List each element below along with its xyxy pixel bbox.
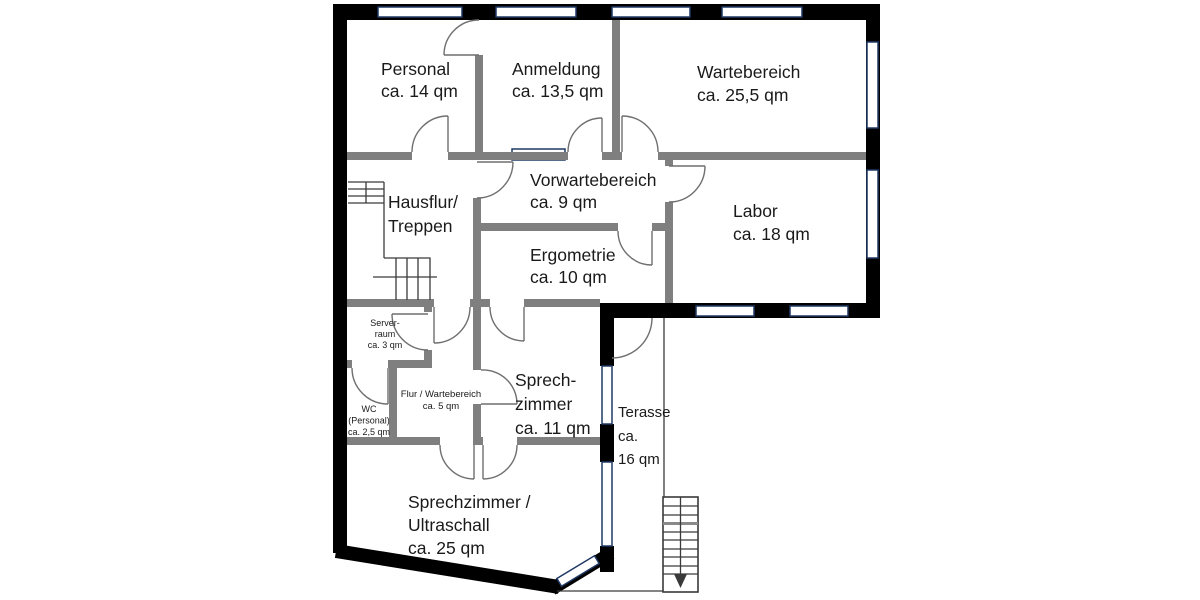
- room-label-ergometrie: [530, 245, 616, 287]
- window: [867, 170, 878, 258]
- wall-terrace-side: [600, 424, 614, 462]
- room-area: ca. 10 qm: [530, 267, 607, 287]
- room-area: ca. 25 qm: [408, 538, 485, 558]
- room-name: Terasse: [618, 404, 671, 421]
- window: [496, 7, 576, 17]
- room-name: Sprech-: [515, 370, 577, 390]
- door-vorwartebereich: [477, 162, 513, 198]
- room-area: ca. 14 qm: [381, 81, 458, 101]
- window: [612, 7, 690, 17]
- room-area: ca. 13,5 qm: [512, 81, 604, 101]
- door-personal-top: [444, 20, 479, 55]
- room-name: Ergometrie: [530, 245, 616, 265]
- door-ergometrie: [618, 231, 652, 265]
- room-name: Treppen: [388, 216, 453, 236]
- room-label-hausflur: [388, 192, 458, 236]
- door-ultraschall-left: [440, 445, 474, 479]
- room-label-personal: [381, 59, 458, 101]
- room-label-flur: [401, 389, 481, 412]
- door-flur: [434, 307, 470, 343]
- room-name: Labor: [733, 201, 778, 221]
- room-area: ca. 11 qm: [515, 418, 591, 438]
- window: [602, 366, 612, 424]
- door-wc: [352, 368, 388, 404]
- room-label-anmeldung: [512, 59, 603, 101]
- room-area: ca. 9 qm: [530, 192, 598, 212]
- room-name: WC: [361, 404, 377, 414]
- exterior-stairs-icon: [663, 497, 698, 592]
- window: [790, 306, 848, 316]
- door-sprechzimmer-left: [481, 370, 517, 404]
- door-anmeldung: [568, 118, 602, 152]
- window: [722, 7, 802, 17]
- room-name: Flur / Wartebereich: [400, 389, 482, 400]
- window: [696, 306, 754, 316]
- room-name: raum: [374, 329, 396, 339]
- room-label-serverraum: [368, 318, 403, 350]
- room-area: ca. 18 qm: [733, 224, 810, 244]
- room-label-sprechzimmer: [515, 370, 591, 438]
- room-label-wartebereich: [697, 62, 800, 105]
- wall-terrace-side: [600, 318, 614, 366]
- room-name: Sprechzimmer /: [408, 492, 531, 512]
- room-area: ca. 3 qm: [367, 340, 403, 350]
- room-label-ultraschall: [408, 492, 531, 558]
- room-area: ca. 5 qm: [422, 401, 460, 412]
- room-label-labor: [733, 201, 810, 244]
- room-label-vorwartebereich: [530, 170, 656, 212]
- room-name: Server-: [370, 318, 400, 328]
- room-label-terrasse: [618, 404, 671, 468]
- room-name: zimmer: [515, 394, 573, 414]
- room-area: ca.: [618, 428, 639, 445]
- window: [602, 462, 612, 546]
- wall-left: [333, 4, 347, 553]
- door-personal-bottom: [412, 116, 448, 152]
- room-name: Wartebereich: [697, 62, 801, 82]
- door-labor: [669, 166, 705, 202]
- window: [378, 7, 462, 17]
- room-name: Personal: [381, 59, 451, 79]
- room-area: ca. 2,5 qm: [347, 427, 391, 437]
- room-label-wc: [348, 404, 390, 437]
- room-name: Anmeldung: [512, 59, 601, 79]
- room-name: (Personal): [348, 415, 390, 426]
- room-area: 16 qm: [618, 451, 660, 468]
- door-ultraschall-right: [483, 445, 517, 479]
- door-terrace: [612, 318, 652, 358]
- room-name: Hausflur/: [388, 192, 459, 212]
- door-wartebereich: [622, 116, 658, 152]
- window: [867, 42, 878, 128]
- room-name: Ultraschall: [408, 515, 490, 535]
- room-name: Vorwartebereich: [530, 170, 657, 190]
- door-sprechzimmer-top: [490, 307, 524, 341]
- room-area: ca. 25,5 qm: [697, 85, 789, 105]
